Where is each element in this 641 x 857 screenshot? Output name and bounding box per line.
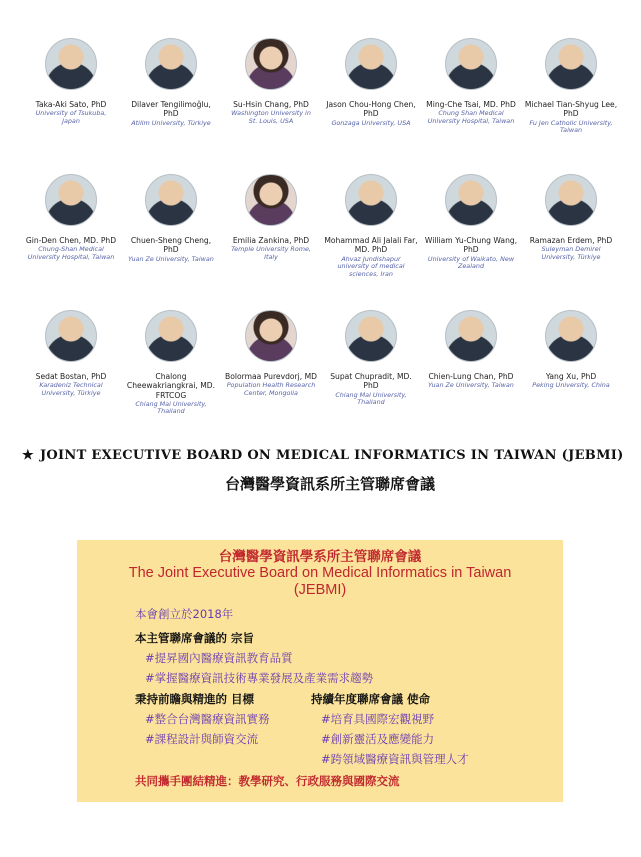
speaker-card [222,38,320,174]
avatar [545,310,597,362]
founded-text: 本會創立於2018年 [135,607,234,621]
speaker-card [122,310,220,446]
speaker-name: Michael Tian-Shyug Lee, PhD [524,100,618,119]
avatar [45,174,97,226]
speaker-name: Jason Chou-Hong Chen, PhD [326,100,416,119]
speaker-affiliation: Gonzaga University, USA [331,118,411,127]
avatar [245,174,297,226]
speaker-card [22,310,120,446]
avatar [445,174,497,226]
speaker-name: Supat Chupradit, MD. PhD [330,372,412,391]
avatar [345,174,397,226]
speaker-card [22,174,120,310]
speaker-card [322,310,420,446]
speaker-card [522,38,620,174]
avatar [345,38,397,90]
speaker-card [522,310,620,446]
speaker-card [122,174,220,310]
speaker-affiliation: University of Waikato, New Zealand [427,254,515,271]
speaker-affiliation: Fu Jen Catholic University, Taiwan [529,118,613,135]
speaker-affiliation: Chung-Shan Medical University Hospital, Taiwan [27,245,115,261]
card-title-chinese: 台灣醫學資訊學系所主管聯席會議 [218,549,422,565]
goal-item: #整合台灣醫療資訊實務 [145,712,270,726]
avatar [45,38,97,90]
speaker-name: Emilia Zankina, PhD [232,236,310,245]
purpose-item: #提昇國內醫療資訊教育品質 [145,651,293,665]
purpose-item: #掌握醫療資訊技術專業發展及產業需求趨勢 [145,671,374,685]
speaker-affiliation: Yuan Ze University, Taiwan [128,254,214,263]
goal-item: #課程設計與師資交流 [145,732,259,746]
board-heading-chinese: 台灣醫學資訊系所主管聯席會議 [224,475,435,493]
speaker-affiliation: University of Tsukuba, Japan [35,109,107,125]
avatar [245,38,297,90]
speaker-name: Ming-Che Tsai, MD. PhD [426,100,516,109]
speaker-grid [22,38,622,446]
speaker-affiliation: Temple University Rome, Italy [231,245,311,261]
speaker-name: Chuen-Sheng Cheng, PhD [130,236,212,255]
avatar [145,310,197,362]
jebmi-info-card [77,540,563,802]
speaker-name: Mohammad Ali Jalali Far, MD. PhD [324,236,418,255]
speaker-affiliation: Chung Shan Medical University Hospital, Taiwan [427,109,515,125]
speaker-card [322,174,420,310]
speaker-card [222,174,320,310]
avatar [145,38,197,90]
speaker-affiliation: Karadeniz Technical University, Türkiye [39,381,103,397]
speaker-name: Ramazan Erdem, PhD [529,236,613,245]
motto-text: 共同攜手團結精進：教學研究、行政服務與國際交流 [135,774,400,788]
avatar [345,310,397,362]
speaker-row [22,174,622,310]
mission-item: #跨領域醫療資訊與管理人才 [321,752,469,766]
speaker-affiliation: Ahvaz Jundishapur university of medical sciences, Iran [337,254,405,278]
mission-item: #培育具國際宏觀視野 [321,712,435,726]
mission-title: 持續年度聯席會議 使命 [311,692,431,706]
speaker-name: Bolormaa Purevdorj, MD [224,372,318,381]
avatar [145,174,197,226]
board-heading [22,448,622,463]
speaker-affiliation: Population Health Research Center, Mongolia [226,381,316,397]
purpose-title: 本主管聯席會議的 宗旨 [135,631,255,645]
avatar [45,310,97,362]
speaker-name: Dilaver Tengilimoğlu, PhD [131,100,211,119]
speaker-name: Yang Xu, PhD [545,372,597,381]
speaker-name: Sedat Bostan, PhD [35,372,107,381]
speaker-affiliation: Yuan Ze University, Taiwan [428,381,514,390]
speaker-affiliation: Chiang Mai University, Thailand [335,390,407,407]
speaker-row [22,38,622,174]
goal-title: 秉持前瞻與精進的 目標 [135,692,255,706]
avatar [545,174,597,226]
star-icon: ★ [22,448,34,463]
speaker-affiliation: Washington University in St. Louis, USA [231,109,311,125]
card-title-english: The Joint Executive Board on Medical Informatics in Taiwan (JEBMI) [128,565,512,598]
speaker-name: William Yu-Chung Wang, PhD [424,236,518,255]
speaker-name: Chien-Lung Chan, PhD [428,372,514,381]
speaker-card [422,174,520,310]
speaker-card [222,310,320,446]
speaker-name: Chalong Cheewakriangkrai, MD. FRTCOG [126,372,216,400]
speaker-affiliation: Suleyman Demirel University, Türkiye [541,245,601,261]
speaker-card [422,310,520,446]
speaker-name: Su-Hsin Chang, PhD [233,100,309,109]
avatar [245,310,297,362]
speaker-name: Taka-Aki Sato, PhD [35,100,107,109]
speaker-card [122,38,220,174]
avatar [545,38,597,90]
speaker-name: Gin-Den Chen, MD. PhD [25,236,117,245]
avatar [445,38,497,90]
speaker-card [422,38,520,174]
speaker-row [22,310,622,446]
speaker-card [22,38,120,174]
speaker-affiliation: Peking University, China [532,381,610,390]
mission-item: #創新靈活及應變能力 [321,732,435,746]
speaker-affiliation: Atilim University, Türkiye [131,118,211,127]
speaker-card [322,38,420,174]
speaker-affiliation: Chiang Mai University, Thailand [135,399,207,416]
board-heading-text: JOINT EXECUTIVE BOARD ON MEDICAL INFORMATICS IN TAIWAN (JEBMI) [39,448,624,463]
speaker-card [522,174,620,310]
avatar [445,310,497,362]
